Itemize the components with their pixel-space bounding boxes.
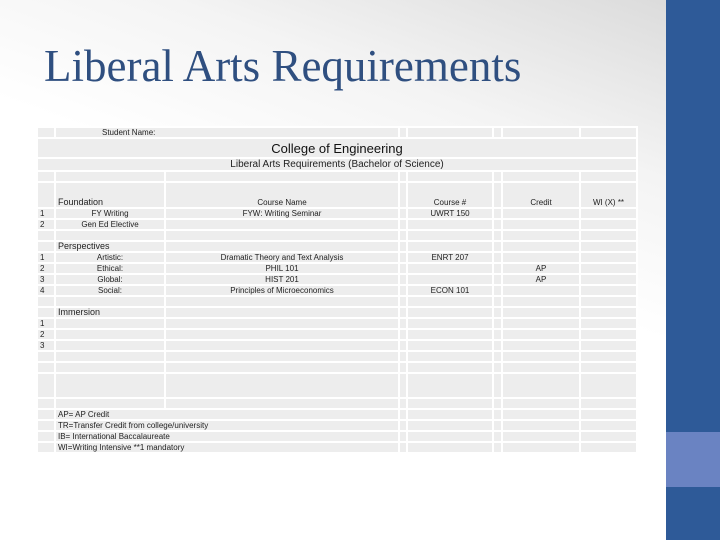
- table-row: [37, 329, 637, 340]
- legend-ib: IB= International Baccalaureate: [55, 431, 399, 442]
- row-number: 4: [37, 285, 55, 296]
- legend-tr: TR=Transfer Credit from college/university: [55, 420, 399, 431]
- table-row: [37, 252, 637, 263]
- row-number: 3: [37, 274, 55, 285]
- course-num-cell[interactable]: [407, 263, 493, 274]
- course-num-cell[interactable]: [407, 219, 493, 230]
- page-title: Liberal Arts Requirements: [44, 41, 522, 91]
- requirement-label: Artistic:: [55, 252, 165, 263]
- table-row: [37, 318, 637, 329]
- foundation-label: Foundation: [55, 182, 165, 208]
- row-number: 1: [37, 252, 55, 263]
- requirement-label: Ethical:: [55, 263, 165, 274]
- credit-cell[interactable]: [502, 340, 580, 351]
- wi-cell[interactable]: [580, 340, 637, 351]
- requirement-label: Social:: [55, 285, 165, 296]
- requirement-cell[interactable]: [55, 329, 165, 340]
- course-name-cell[interactable]: FYW: Writing Seminar: [165, 208, 399, 219]
- table-row: [37, 285, 637, 296]
- wi-cell[interactable]: [580, 208, 637, 219]
- table-row: [37, 340, 637, 351]
- requirement-label: Global:: [55, 274, 165, 285]
- credit-cell[interactable]: [502, 208, 580, 219]
- credit-cell[interactable]: [502, 318, 580, 329]
- credit-cell[interactable]: AP: [502, 263, 580, 274]
- header-wi: WI (X) **: [580, 182, 637, 208]
- credit-cell[interactable]: AP: [502, 274, 580, 285]
- college-heading: College of Engineering: [37, 138, 637, 158]
- course-name-cell[interactable]: HIST 201: [165, 274, 399, 285]
- row-number: 2: [37, 263, 55, 274]
- course-num-cell[interactable]: [407, 274, 493, 285]
- requirement-cell[interactable]: [55, 340, 165, 351]
- header-course-name: Course Name: [165, 182, 399, 208]
- requirement-cell[interactable]: [55, 318, 165, 329]
- wi-cell[interactable]: [580, 263, 637, 274]
- row-number: 3: [37, 340, 55, 351]
- wi-cell[interactable]: [580, 329, 637, 340]
- wi-cell[interactable]: [580, 219, 637, 230]
- course-name-cell[interactable]: [165, 219, 399, 230]
- header-credit: Credit: [502, 182, 580, 208]
- course-name-cell[interactable]: [165, 340, 399, 351]
- table-row: [37, 219, 637, 230]
- course-num-cell[interactable]: [407, 340, 493, 351]
- course-num-cell[interactable]: UWRT 150: [407, 208, 493, 219]
- course-name-cell[interactable]: [165, 318, 399, 329]
- course-num-cell[interactable]: ECON 101: [407, 285, 493, 296]
- wi-cell[interactable]: [580, 252, 637, 263]
- table-row: [37, 274, 637, 285]
- immersion-label: Immersion: [55, 307, 165, 318]
- course-num-cell[interactable]: ENRT 207: [407, 252, 493, 263]
- perspectives-label: Perspectives: [55, 241, 165, 252]
- wi-cell[interactable]: [580, 318, 637, 329]
- course-num-cell[interactable]: [407, 329, 493, 340]
- row-number: 2: [37, 329, 55, 340]
- course-name-cell[interactable]: [165, 329, 399, 340]
- course-name-cell[interactable]: Principles of Microeconomics: [165, 285, 399, 296]
- requirements-table: [36, 126, 638, 454]
- row-number: 2: [37, 219, 55, 230]
- requirement-label: Gen Ed Elective: [55, 219, 165, 230]
- side-accent: [666, 432, 720, 487]
- credit-cell[interactable]: [502, 252, 580, 263]
- credit-cell[interactable]: [502, 219, 580, 230]
- course-name-cell[interactable]: Dramatic Theory and Text Analysis: [165, 252, 399, 263]
- credit-cell[interactable]: [502, 329, 580, 340]
- course-name-cell[interactable]: PHIL 101: [165, 263, 399, 274]
- row-number: 1: [37, 208, 55, 219]
- requirement-label: FY Writing: [55, 208, 165, 219]
- legend-ap: AP= AP Credit: [55, 409, 399, 420]
- legend-wi: WI=Writing Intensive **1 mandatory: [55, 442, 399, 453]
- credit-cell[interactable]: [502, 285, 580, 296]
- wi-cell[interactable]: [580, 285, 637, 296]
- subtitle: Liberal Arts Requirements (Bachelor of Science): [37, 158, 637, 171]
- side-bar-decoration: [666, 0, 720, 540]
- row-number: 1: [37, 318, 55, 329]
- student-name-label: Student Name:: [55, 127, 399, 138]
- course-num-cell[interactable]: [407, 318, 493, 329]
- table-row: [37, 208, 637, 219]
- wi-cell[interactable]: [580, 274, 637, 285]
- header-course-num: Course #: [407, 182, 493, 208]
- table-row: [37, 263, 637, 274]
